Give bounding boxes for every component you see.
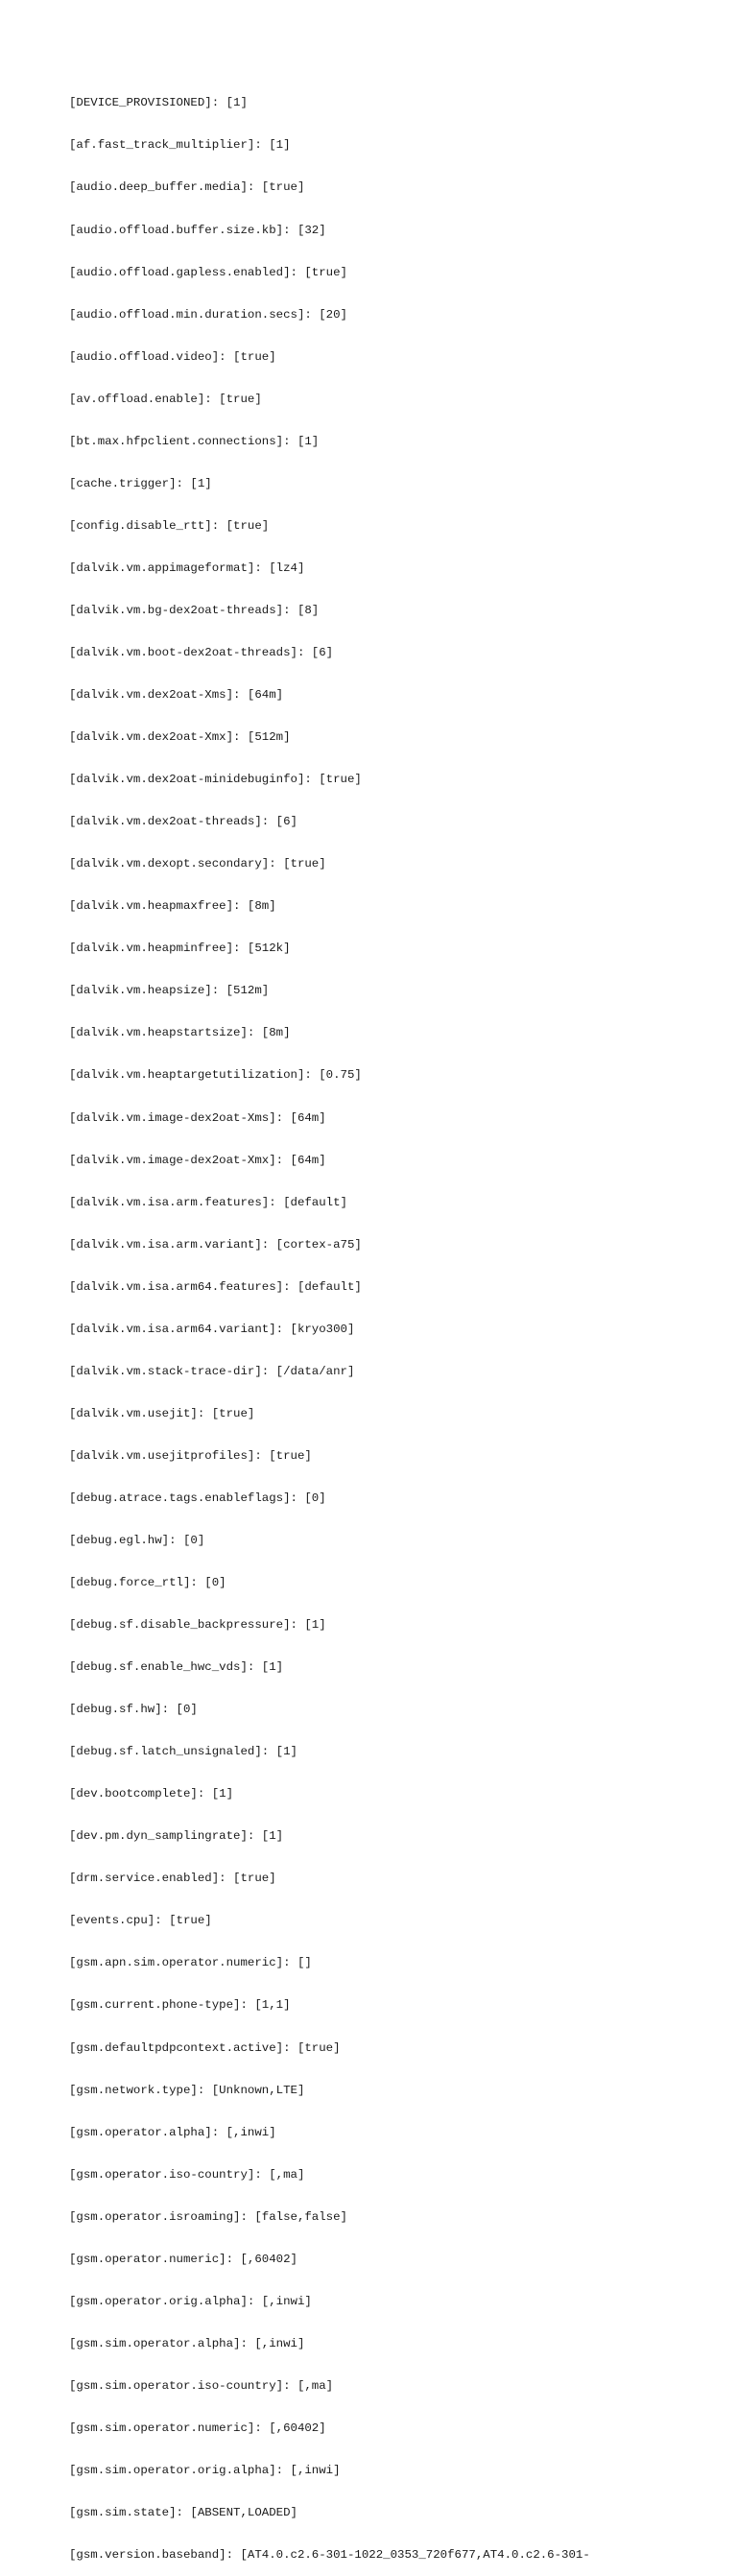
property-line: [gsm.defaultpdpcontext.active]: [true]	[69, 2040, 341, 2055]
property-line: [debug.atrace.tags.enableflags]: [0]	[69, 1491, 326, 1505]
property-line: [gsm.operator.orig.alpha]: [,inwi]	[69, 2294, 312, 2308]
property-line: [gsm.sim.operator.orig.alpha]: [,inwi]	[69, 2464, 341, 2477]
property-listing	[69, 68, 722, 2576]
property-line: [dalvik.vm.heapstartsize]: [8m]	[69, 1026, 291, 1040]
property-line: [debug.sf.latch_unsignaled]: [1]	[69, 1745, 297, 1759]
property-line: [dalvik.vm.dexopt.secondary]: [true]	[69, 857, 326, 871]
property-line: [bt.max.hfpclient.connections]: [1]	[69, 434, 320, 448]
property-line: [debug.egl.hw]: [0]	[69, 1533, 205, 1547]
property-line: [dalvik.vm.heapsize]: [512m]	[69, 984, 270, 998]
property-line: [gsm.current.phone-type]: [1,1]	[69, 1998, 291, 2013]
property-line: [gsm.sim.operator.iso-country]: [,ma]	[69, 2378, 334, 2393]
property-line: [dalvik.vm.dex2oat-Xms]: [64m]	[69, 688, 284, 703]
property-line: [gsm.network.type]: [Unknown,LTE]	[69, 2083, 305, 2097]
property-line: [dalvik.vm.isa.arm64.features]: [default]	[69, 1279, 362, 1294]
property-line: [gsm.apn.sim.operator.numeric]: []	[69, 1956, 312, 1970]
property-line: [drm.service.enabled]: [true]	[69, 1872, 276, 1886]
property-line: [debug.sf.enable_hwc_vds]: [1]	[69, 1660, 284, 1675]
property-line: [dev.bootcomplete]: [1]	[69, 1787, 234, 1801]
property-line: [audio.offload.buffer.size.kb]: [32]	[69, 223, 326, 237]
property-line: [dalvik.vm.dex2oat-threads]: [6]	[69, 815, 297, 829]
property-line: [dalvik.vm.image-dex2oat-Xmx]: [64m]	[69, 1153, 326, 1167]
property-line: [dev.pm.dyn_samplingrate]: [1]	[69, 1829, 284, 1844]
property-line: [dalvik.vm.bg-dex2oat-threads]: [8]	[69, 603, 320, 617]
property-line: [gsm.sim.operator.alpha]: [,inwi]	[69, 2336, 305, 2350]
property-line: [dalvik.vm.dex2oat-Xmx]: [512m]	[69, 730, 291, 745]
property-line: [events.cpu]: [true]	[69, 1914, 212, 1928]
property-line: [gsm.operator.alpha]: [,inwi]	[69, 2125, 276, 2139]
property-line: [debug.sf.hw]: [0]	[69, 1703, 198, 1717]
property-line: [gsm.operator.iso-country]: [,ma]	[69, 2167, 305, 2182]
property-line: [audio.deep_buffer.media]: [true]	[69, 180, 305, 195]
property-line: [gsm.sim.operator.numeric]: [,60402]	[69, 2421, 326, 2435]
property-line: [dalvik.vm.usejitprofiles]: [true]	[69, 1448, 312, 1463]
property-line: [dalvik.vm.heapmaxfree]: [8m]	[69, 899, 276, 914]
property-line: [audio.offload.video]: [true]	[69, 349, 276, 364]
property-line: [gsm.operator.numeric]: [,60402]	[69, 2252, 297, 2266]
property-line: [af.fast_track_multiplier]: [1]	[69, 138, 291, 153]
property-line: [av.offload.enable]: [true]	[69, 392, 262, 406]
property-line: [debug.sf.disable_backpressure]: [1]	[69, 1618, 326, 1633]
property-line: [dalvik.vm.heapminfree]: [512k]	[69, 942, 291, 956]
property-line: [gsm.version.baseband]: [AT4.0.c2.6-301-1022_0353_720f677,AT4.0.c2.6-301-	[69, 2548, 590, 2563]
property-line: [audio.offload.min.duration.secs]: [20]	[69, 307, 347, 322]
property-line: [dalvik.vm.isa.arm64.variant]: [kryo300]	[69, 1322, 355, 1336]
property-line: [dalvik.vm.appimageformat]: [lz4]	[69, 561, 305, 575]
property-line: [dalvik.vm.isa.arm.variant]: [cortex-a75]	[69, 1237, 362, 1252]
property-line: [dalvik.vm.usejit]: [true]	[69, 1406, 255, 1420]
property-line: [audio.offload.gapless.enabled]: [true]	[69, 265, 347, 279]
property-line: [DEVICE_PROVISIONED]: [1]	[69, 96, 248, 110]
property-line: [gsm.sim.state]: [ABSENT,LOADED]	[69, 2506, 297, 2520]
property-line: [cache.trigger]: [1]	[69, 476, 212, 490]
property-line: [dalvik.vm.boot-dex2oat-threads]: [6]	[69, 645, 334, 659]
property-line: [gsm.operator.isroaming]: [false,false]	[69, 2209, 347, 2224]
property-line: [dalvik.vm.dex2oat-minidebuginfo]: [true]	[69, 773, 362, 787]
property-line: [debug.force_rtl]: [0]	[69, 1576, 226, 1590]
property-line: [dalvik.vm.isa.arm.features]: [default]	[69, 1195, 347, 1209]
property-line: [dalvik.vm.image-dex2oat-Xms]: [64m]	[69, 1110, 326, 1125]
property-line: [dalvik.vm.stack-trace-dir]: [/data/anr]	[69, 1364, 355, 1378]
property-line: [config.disable_rtt]: [true]	[69, 518, 270, 533]
property-line: [dalvik.vm.heaptargetutilization]: [0.75]	[69, 1068, 362, 1083]
